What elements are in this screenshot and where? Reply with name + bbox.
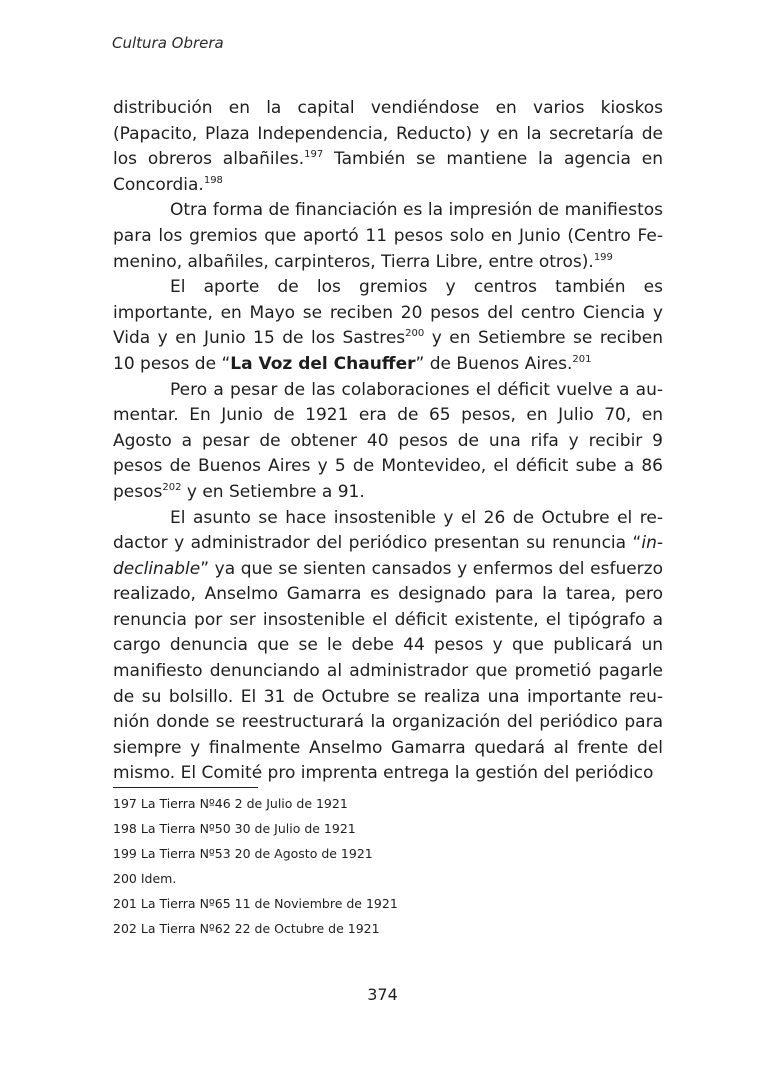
footnote-text: La Tierra Nº46 2 de Julio de 1921 — [140, 796, 348, 811]
footnote — [113, 841, 663, 866]
footnote — [113, 916, 663, 941]
footnote-number: 197 — [113, 796, 137, 811]
footnote-text: La Tierra Nº65 11 de Noviembre de 1921 — [140, 896, 398, 912]
footnotes — [113, 791, 663, 942]
paragraph-text: Otra forma de financiación es la impresión de manifiestos para los gremios que aportó 11 pesos solo en Junio (Centro Femenino, albañiles, carpinteros, Tierra Libre, entre otros). — [113, 200, 663, 272]
paragraph-1 — [113, 96, 663, 198]
paragraph-3 — [113, 275, 663, 377]
footnote-ref[interactable]: 197 — [304, 149, 324, 161]
footnote-text: La Tierra Nº53 20 de Agosto de 1921 — [140, 846, 373, 862]
running-header: Cultura Obrera — [112, 34, 224, 52]
footnote-number: 198 — [113, 821, 137, 837]
footnote-ref[interactable]: 201 — [572, 353, 592, 365]
paragraph-text: Pero a pesar de las colaboraciones el déficit vuelve a aumentar. En Junio de 1921 era de 65 pesos, en Julio 70, en Agosto a pesar de obtener 40 pesos de una rifa y recibir 9 pesos de Buenos Aires y 5 de Montevideo, el déficit sube a 86 pesos — [113, 379, 663, 502]
footnote-number: 199 — [113, 846, 137, 862]
footnote-text: Idem. — [140, 871, 177, 887]
footnote-separator — [113, 787, 258, 788]
paragraph-text: distribución en la capital vendiéndose en varios kioskos (Papacito, Plaza Independencia, Reducto) y en la secretaría de los obreros albañiles. — [113, 98, 663, 170]
footnote-number: 202 — [113, 921, 137, 937]
footnote — [113, 791, 663, 816]
footnote-ref[interactable]: 198 — [203, 174, 223, 186]
paragraph-text: ” ya que se sienten cansados y enfermos del esfuerzo realizado, Anselmo Gamarra es designado para la tarea, pero renuncia por ser insostenible el déficit existente, el tipógrafo a cargo denuncia que se le debe 44 pesos y que publicará un manifiesto denunciando al administrador que prometió pagarle de su bolsillo. El 31 de Octubre se realiza una importante reunión donde se reestructurará la organización del periódico para siempre y finalmente Anselmo Gamarra quedará al frente del mismo. El Comité pro imprenta entrega la gestión del periódico — [113, 558, 663, 784]
paragraph-text: y en Setiembre a 91. — [181, 481, 365, 502]
footnote — [113, 816, 663, 841]
footnote-number: 201 — [113, 896, 137, 912]
footnote-ref[interactable]: 200 — [405, 328, 425, 340]
paragraph-5 — [113, 506, 663, 788]
publication-title: La Voz del Chauffer — [230, 353, 416, 374]
body-text — [113, 96, 663, 787]
footnote — [113, 891, 663, 916]
paragraph-text: También se mantiene la agencia en Concordia. — [113, 149, 664, 195]
page-number: 374 — [367, 985, 398, 1004]
footnote-number: 200 — [113, 871, 137, 887]
paragraph-text: El aporte de los gremios y centros también es importante, en Mayo se reciben 20 pesos del centro Ciencia y Vida y en Junio 15 de los Sastres — [113, 277, 663, 349]
footnote-ref[interactable]: 202 — [162, 481, 182, 493]
paragraph-text: y en Setiembre se reciben 10 pesos de “ — [113, 328, 663, 374]
footnote — [113, 866, 663, 891]
paragraph-4 — [113, 378, 663, 506]
italic-quote: indeclinable — [113, 533, 663, 579]
paragraph-text: ” de Buenos Aires. — [415, 353, 573, 374]
footnote-text: La Tierra Nº62 22 de Octubre de 1921 — [140, 921, 380, 937]
footnote-ref[interactable]: 199 — [593, 251, 613, 263]
paragraph-2 — [113, 198, 663, 275]
footnote-text: La Tierra Nº50 30 de Julio de 1921 — [140, 821, 356, 837]
paragraph-text: El asunto se hace insostenible y el 26 de Octubre el redactor y administrador del periódico presentan su renuncia “ — [113, 507, 663, 554]
